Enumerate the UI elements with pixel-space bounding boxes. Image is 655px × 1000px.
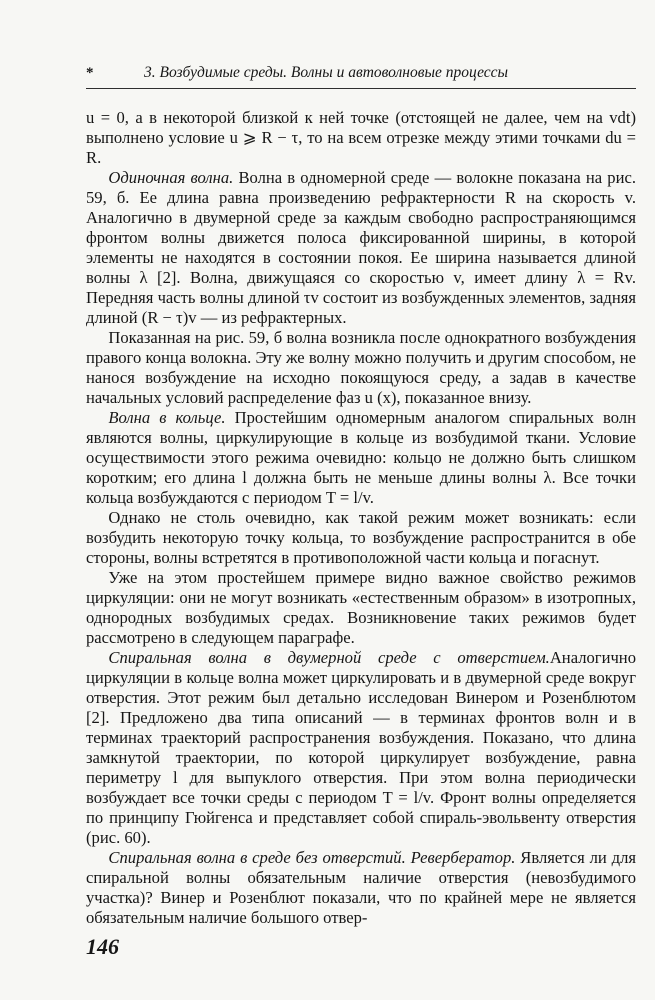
paragraph-wave-shown (86, 328, 636, 408)
running-header (86, 62, 636, 84)
paragraph-ring-initiation (86, 508, 636, 568)
paragraph-circulation-property (86, 568, 636, 648)
paragraph-ring-wave-text: Простейшим одномерным аналогом спиральных волн являются волны, циркулирующие в кольце из возбудимой ткани. Условие осуществимости этого режима очевидно: кольцо не должно быть слишком коротким; его длина l должна быть не меньше длины волны λ. Все точки кольца возбуждаются с периодом T = l/v. (86, 408, 636, 507)
paragraph-wave-shown-text: Показанная на рис. 59, б волна возникла после однократного возбуждения правого конца волокна. Эту же волну можно получить и другим способом, не нанося возбуждение на исходно покоящуюся среду, а задав в качестве начальных условий распределение фаз u (x), показанное внизу. (86, 328, 636, 407)
paragraph-single-wave-text: Волна в одномерной среде — волокне показана на рис. 59, б. Ее длина равна произведению рефрактерности R на скорость v. Аналогично в двумерной среде за каждым свободно распространяющимся фронтом волны движется полоса фиксированной ширины, в которой элементы не находятся в состоянии покоя. Ее ширина называется длиной волны λ [2]. Волна, движущаяся со скоростью v, имеет длину λ = Rv. Передняя часть волны длиной τv состоит из возбужденных элементов, задняя длиной (R − τ)v — из рефрактерных. (86, 168, 636, 327)
section-lead-reverberator: Спиральная волна в среде без отверстий. Ревербератор. (108, 848, 516, 867)
section-lead-single-wave: Одиночная волна. (108, 168, 234, 187)
section-lead-ring-wave: Волна в кольце. (108, 408, 226, 427)
paragraph-1-text: u = 0, а в некоторой близкой к ней точке (отстоящей не далее, чем на vdt) выполнено условие u ⩾ R − τ, то на всем отрезке между этими точками du = R. (86, 108, 636, 167)
paragraph-circulation-property-text: Уже на этом простейшем примере видно важное свойство режимов циркуляции: они не могут возникать «естественным образом» в изотропных, однородных возбудимых средах. Возникновение таких режимов будет рассмотрено в следующем параграфе. (86, 568, 636, 647)
paragraph-spiral-without-hole (86, 848, 636, 928)
paragraph-spiral-with-hole-text: Аналогично циркуляции в кольце волна может циркулировать и в двумерной среде вокруг отверстия. Этот режим был детально исследован Винером и Розенблютом [2]. Предложено два типа описаний — в терминах фронтов волн и в терминах траекторий распространения возбуждения. Показано, что длина замкнутой траектории, по которой циркулирует возбуждение, равна периметру l для выпуклого отверстия. При этом волна периодически возбуждает все точки среды с периодом T = l/v. Фронт волны определяется по принципу Гюйгенса и представляет собой спираль-эвольвенту отверстия (рис. 60). (86, 648, 636, 847)
paragraph-spiral-without-hole-text: Является ли для спиральной волны обязательным наличие отверстия (невозбудимого участка)? Винер и Розенблют показали, что по крайней мере не является обязательным наличие большого отвер- (86, 848, 636, 927)
header-rule (86, 88, 636, 89)
paragraph-spiral-with-hole (86, 648, 636, 848)
paragraph-ring-initiation-text: Однако не столь очевидно, как такой режим может возникать: если возбудить некоторую точку кольца, то возбуждение распространится в обе стороны, волны встретятся в противоположной части кольца и погаснут. (86, 508, 636, 567)
section-lead-spiral-with-hole: Спиральная волна в двумерной среде с отверстием. (108, 648, 550, 667)
paragraph-single-wave (86, 168, 636, 328)
page-number: 146 (86, 934, 119, 959)
header-asterisk: * (86, 65, 94, 81)
main-text (86, 108, 636, 928)
paragraph-ring-wave (86, 408, 636, 508)
paragraph-1 (86, 108, 636, 168)
chapter-title: 3. Возбудимые среды. Волны и автоволновые процессы (144, 64, 509, 81)
